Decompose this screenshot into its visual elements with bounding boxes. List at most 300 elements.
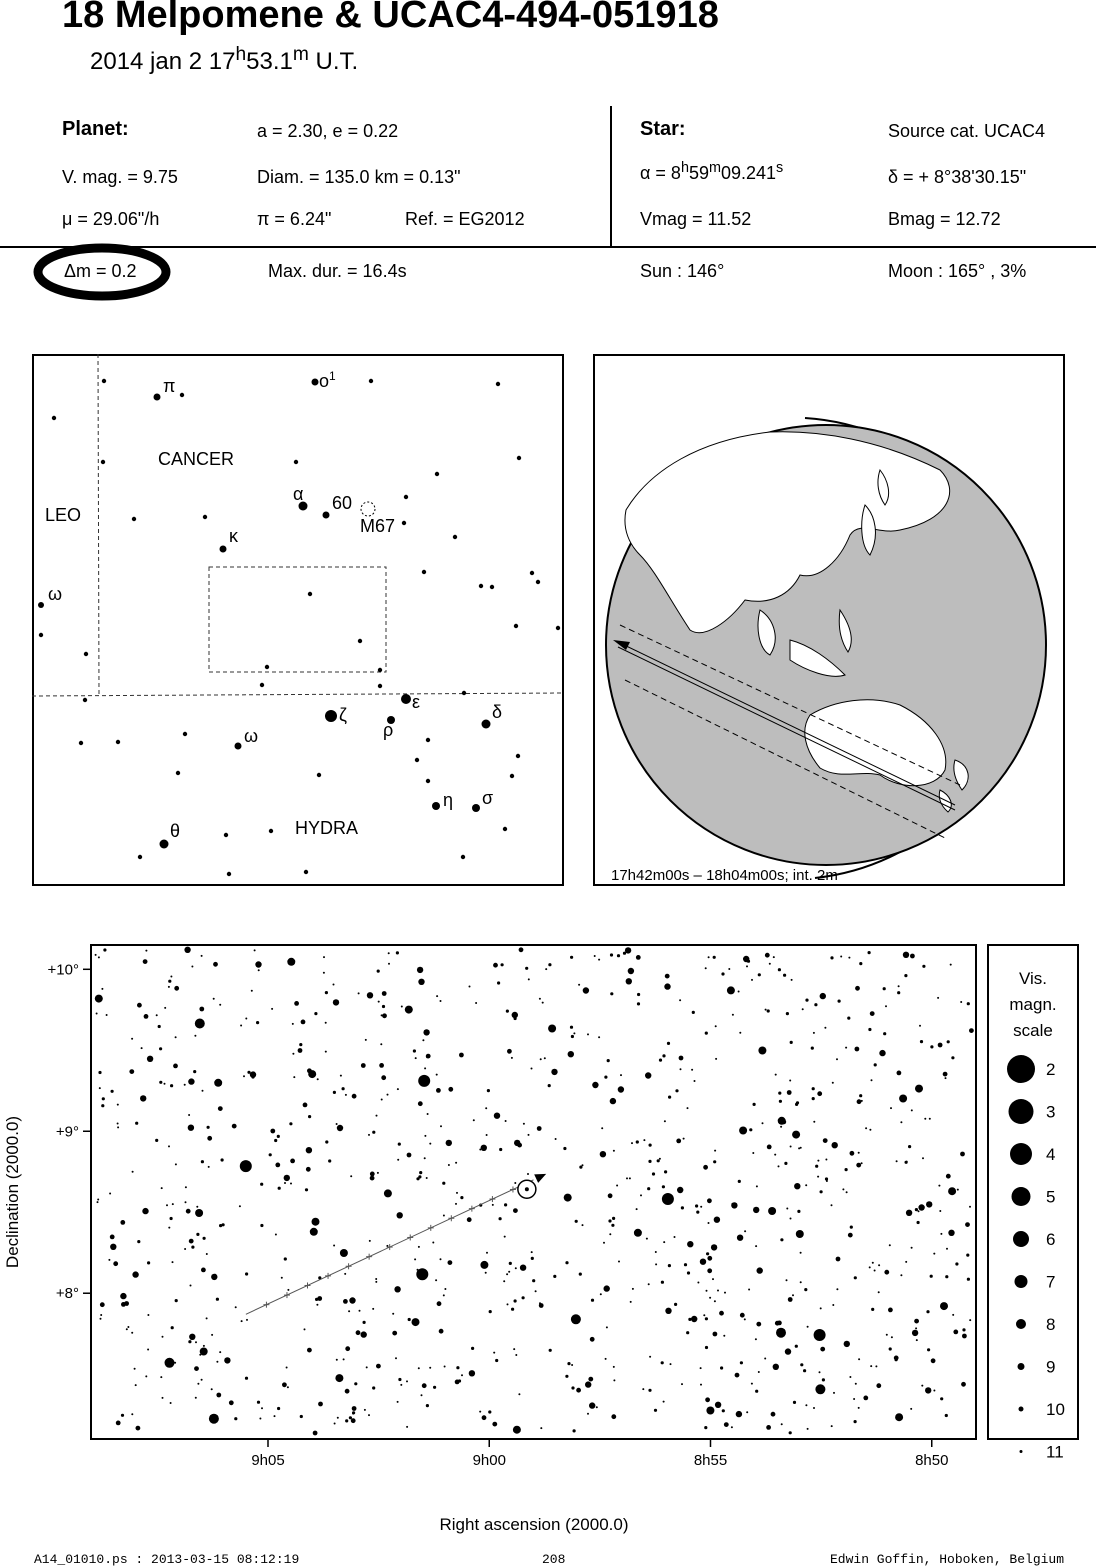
- field-star: [861, 1100, 863, 1102]
- field-star: [684, 1263, 687, 1266]
- field-star: [351, 1418, 356, 1423]
- field-star: [700, 1206, 702, 1208]
- field-star: [840, 956, 842, 958]
- field-star: [755, 1390, 758, 1393]
- field-star: [939, 1210, 941, 1212]
- field-star: [630, 1301, 632, 1303]
- field-star: [131, 1413, 133, 1415]
- field-star: [194, 1035, 196, 1037]
- field-star: [555, 1138, 557, 1140]
- field-star: [916, 1339, 918, 1341]
- field-star: [886, 1334, 888, 1336]
- field-star: [648, 1283, 650, 1285]
- field-star: [448, 1260, 453, 1265]
- field-star: [898, 985, 900, 987]
- field-star: [370, 1176, 375, 1181]
- field-star: [831, 1204, 833, 1206]
- field-star: [609, 1233, 611, 1235]
- star-label: Star:: [640, 118, 686, 140]
- field-star: [184, 947, 190, 953]
- field-star: [814, 1003, 817, 1006]
- field-star: [251, 990, 253, 992]
- field-star: [889, 1347, 892, 1350]
- field-star: [368, 1414, 370, 1416]
- field-star: [822, 1378, 825, 1381]
- field-star: [325, 991, 328, 994]
- field-star: [948, 1187, 956, 1195]
- field-star: [610, 1098, 616, 1104]
- field-star: [132, 517, 136, 521]
- field-star: [293, 1076, 295, 1078]
- field-star: [530, 571, 534, 575]
- field-star: [189, 1334, 195, 1340]
- field-star: [144, 1014, 149, 1019]
- field-star: [938, 1185, 940, 1187]
- field-star: [372, 1386, 375, 1389]
- field-star: [714, 1217, 720, 1223]
- field-star: [680, 1068, 682, 1070]
- field-star: [604, 1076, 607, 1079]
- field-star: [131, 1038, 133, 1040]
- field-star: [910, 954, 915, 959]
- field-star: [418, 1367, 420, 1369]
- field-star: [501, 963, 504, 966]
- field-star: [667, 985, 670, 988]
- field-star: [372, 1308, 374, 1310]
- field-star: [190, 1285, 192, 1287]
- field-star: [691, 1069, 693, 1071]
- field-star: [848, 1233, 853, 1238]
- field-star: [170, 976, 172, 978]
- field-star: [481, 1145, 487, 1151]
- field-star: [820, 993, 826, 999]
- field-star: [640, 1194, 642, 1196]
- field-star: [528, 1134, 530, 1136]
- field-star: [358, 639, 362, 643]
- field-star: [459, 1053, 464, 1058]
- field-star: [787, 1090, 792, 1095]
- field-star: [769, 963, 771, 965]
- field-star: [655, 1263, 657, 1265]
- delta-hya-star: [482, 720, 491, 729]
- field-star: [493, 1352, 495, 1354]
- eta-hya-star: [432, 802, 440, 810]
- field-star: [691, 1316, 697, 1322]
- field-star: [462, 691, 466, 695]
- field-star: [700, 1384, 702, 1386]
- field-star: [920, 1040, 923, 1043]
- field-star: [687, 1271, 690, 1274]
- field-star: [758, 973, 761, 976]
- field-star: [317, 1296, 322, 1301]
- field-star: [469, 1370, 475, 1376]
- field-star: [792, 1131, 800, 1139]
- field-star: [803, 1369, 806, 1372]
- field-star: [579, 1273, 582, 1276]
- field-star: [443, 1215, 445, 1217]
- field-star: [687, 1241, 693, 1247]
- field-star: [789, 1431, 792, 1434]
- field-star: [870, 1365, 872, 1367]
- field-star: [570, 956, 573, 959]
- field-star: [535, 1290, 537, 1292]
- field-star: [812, 1087, 815, 1090]
- field-star: [110, 1235, 115, 1240]
- field-star: [952, 1314, 954, 1316]
- epsilon-hya-label: ε: [412, 692, 421, 712]
- field-star: [744, 1318, 746, 1320]
- field-star: [616, 1185, 618, 1187]
- field-star: [780, 1126, 782, 1128]
- field-star: [748, 1289, 750, 1291]
- field-star: [636, 1140, 639, 1143]
- field-star: [394, 1286, 400, 1292]
- field-star: [960, 1152, 965, 1157]
- field-star: [314, 1012, 317, 1015]
- ut-label: U.T.: [308, 48, 359, 75]
- field-star: [813, 1121, 815, 1123]
- field-star: [426, 1177, 428, 1179]
- field-star: [790, 1218, 792, 1220]
- field-star: [540, 1058, 542, 1060]
- field-star: [836, 1257, 841, 1262]
- field-star: [439, 1329, 444, 1334]
- source-catalog: Source cat. UCAC4: [888, 121, 1046, 141]
- omicron1-cnc-star: [312, 379, 319, 386]
- field-star: [164, 1083, 166, 1085]
- field-star: [102, 379, 106, 383]
- field-star: [720, 1366, 723, 1369]
- rho-hya-label: ρ: [383, 720, 394, 740]
- field-star: [831, 1425, 833, 1427]
- field-star: [437, 1301, 442, 1306]
- field-star: [933, 1390, 935, 1392]
- field-star: [756, 1185, 758, 1187]
- field-star: [211, 1334, 213, 1336]
- scale-magnitude-label: 8: [1046, 1315, 1056, 1334]
- field-star: [446, 1140, 452, 1146]
- field-star: [337, 1417, 339, 1419]
- field-star: [84, 652, 88, 656]
- field-star: [950, 964, 952, 966]
- field-star: [517, 1429, 519, 1431]
- field-star: [969, 1206, 971, 1208]
- field-star: [116, 1421, 121, 1426]
- field-star: [436, 1088, 441, 1093]
- field-star: [786, 1208, 788, 1210]
- field-star: [874, 1270, 876, 1272]
- field-star: [507, 1049, 512, 1054]
- field-star: [588, 1377, 593, 1382]
- field-star: [435, 472, 439, 476]
- field-star: [940, 1397, 943, 1400]
- field-star: [740, 1313, 745, 1318]
- field-star: [871, 1079, 873, 1081]
- field-star: [514, 624, 518, 628]
- field-star: [833, 1392, 835, 1394]
- field-star: [567, 1362, 570, 1365]
- field-star: [791, 979, 793, 981]
- field-star: [938, 1043, 943, 1048]
- field-star: [830, 956, 833, 959]
- field-star: [261, 1407, 263, 1409]
- field-star: [176, 771, 180, 775]
- field-star: [336, 1123, 338, 1125]
- field-star: [722, 1409, 725, 1412]
- field-star: [585, 1381, 591, 1387]
- field-star: [275, 1163, 280, 1168]
- field-star: [662, 1185, 665, 1188]
- 60-cnc-label: 60: [332, 493, 353, 513]
- magnitude-scale-box: [988, 945, 1078, 1439]
- field-star: [564, 1194, 572, 1202]
- theta-hya-label: θ: [170, 821, 181, 841]
- field-star: [859, 962, 862, 965]
- field-star: [334, 1423, 336, 1425]
- field-star: [206, 1317, 208, 1319]
- field-star: [418, 979, 424, 985]
- field-star: [216, 1361, 218, 1363]
- field-star: [677, 1187, 683, 1193]
- field-star: [342, 1087, 345, 1090]
- field-star: [744, 1230, 746, 1232]
- field-star: [487, 1089, 490, 1092]
- field-star: [717, 1290, 719, 1292]
- field-star: [819, 1371, 821, 1373]
- field-star: [921, 1385, 923, 1387]
- field-star: [709, 1297, 711, 1299]
- field-star: [422, 1383, 427, 1388]
- field-star: [537, 1126, 542, 1131]
- field-star: [366, 1366, 368, 1368]
- scale-title-line: scale: [1013, 1021, 1053, 1040]
- field-star: [778, 1165, 780, 1167]
- field-star: [746, 1411, 748, 1413]
- field-star: [479, 584, 483, 588]
- omega-leo-label: ω: [48, 584, 63, 604]
- field-star: [700, 1367, 702, 1369]
- field-star: [940, 1302, 948, 1310]
- field-star: [456, 1192, 458, 1194]
- field-star: [448, 1164, 450, 1166]
- field-star: [195, 1209, 203, 1217]
- field-star: [786, 1012, 789, 1015]
- field-star: [140, 1095, 146, 1101]
- target-star: [525, 1187, 529, 1191]
- field-star: [426, 779, 430, 783]
- field-star: [756, 1322, 761, 1327]
- field-star: [126, 1328, 128, 1330]
- field-star: [661, 1361, 664, 1364]
- field-star: [284, 1182, 286, 1184]
- field-star: [948, 1230, 954, 1236]
- field-star: [594, 955, 596, 957]
- field-star: [294, 460, 298, 464]
- scale-dot: [1015, 1275, 1028, 1288]
- field-star: [333, 1091, 336, 1094]
- field-star: [688, 1318, 691, 1321]
- field-star: [637, 1002, 640, 1005]
- zeta-hya-label: ζ: [339, 705, 347, 725]
- field-star: [492, 1422, 497, 1427]
- field-star: [193, 1070, 196, 1073]
- field-star: [147, 1314, 149, 1316]
- field-star: [800, 1363, 803, 1366]
- field-star: [52, 416, 56, 420]
- field-star: [277, 1135, 280, 1138]
- field-star: [211, 1388, 213, 1390]
- field-star: [300, 1415, 303, 1418]
- field-star: [807, 1428, 809, 1430]
- field-star: [444, 1366, 446, 1368]
- epsilon-hya-star: [401, 694, 411, 704]
- field-star: [955, 1262, 958, 1265]
- field-star: [696, 1211, 699, 1214]
- field-star: [904, 974, 907, 977]
- field-star: [100, 1314, 102, 1316]
- planet-parallax: π = 6.24": [257, 209, 332, 229]
- field-star: [164, 1007, 166, 1009]
- field-star: [427, 1113, 429, 1115]
- field-star: [195, 1019, 205, 1029]
- field-star: [188, 1114, 190, 1116]
- field-star: [711, 1244, 717, 1250]
- field-star: [101, 1104, 104, 1107]
- field-star: [232, 1124, 237, 1129]
- field-star: [79, 741, 83, 745]
- field-star: [308, 1115, 311, 1118]
- field-star: [668, 1096, 671, 1099]
- x-tick-label: 8h50: [915, 1452, 949, 1469]
- field-star: [933, 1253, 935, 1255]
- field-star: [243, 1075, 245, 1077]
- field-star: [914, 1319, 919, 1324]
- x-tick-label: 9h05: [251, 1452, 285, 1469]
- field-star: [415, 758, 419, 762]
- field-star: [675, 1089, 678, 1092]
- field-star: [224, 1357, 230, 1363]
- field-star: [764, 1358, 766, 1360]
- field-star: [497, 981, 500, 984]
- field-star: [739, 1032, 741, 1034]
- field-star: [708, 1222, 710, 1224]
- field-star: [287, 1289, 289, 1291]
- field-star: [516, 754, 520, 758]
- field-star: [874, 1063, 877, 1066]
- field-star: [282, 1382, 287, 1387]
- field-star: [83, 698, 87, 702]
- field-star: [507, 1303, 509, 1305]
- scale-magnitude-label: 2: [1046, 1060, 1056, 1079]
- field-star: [258, 969, 260, 971]
- field-star: [245, 1272, 248, 1275]
- field-star: [570, 1026, 573, 1029]
- field-star: [513, 1208, 518, 1213]
- field-star: [337, 1125, 343, 1131]
- field-star: [294, 1001, 299, 1006]
- field-star: [706, 1252, 709, 1255]
- field-star: [780, 1238, 783, 1241]
- field-star: [317, 1078, 319, 1080]
- field-star: [686, 1331, 689, 1334]
- field-star: [256, 1021, 259, 1024]
- field-star: [191, 1246, 194, 1249]
- field-star: [208, 1166, 210, 1168]
- field-star: [323, 956, 325, 958]
- field-star: [323, 972, 325, 974]
- y-tick-label: +9°: [55, 1123, 79, 1141]
- field-star: [284, 1175, 290, 1181]
- constellation-leo: LEO: [45, 505, 82, 525]
- field-star: [142, 1208, 148, 1214]
- field-star: [890, 1107, 892, 1109]
- field-star: [617, 954, 620, 957]
- field-star: [662, 1193, 674, 1205]
- field-star: [188, 1340, 191, 1343]
- field-star: [712, 1278, 714, 1280]
- field-star: [724, 1292, 726, 1294]
- field-star: [817, 1176, 819, 1178]
- field-star: [286, 1367, 288, 1369]
- field-star: [573, 1032, 575, 1034]
- magnitude-drop: Δm = 0.2: [64, 261, 137, 281]
- field-star: [631, 1142, 633, 1144]
- field-star: [492, 1204, 494, 1206]
- field-star: [812, 1097, 815, 1100]
- field-star: [292, 1023, 294, 1025]
- field-star: [758, 1047, 766, 1055]
- field-star: [432, 1242, 434, 1244]
- field-star: [608, 1193, 613, 1198]
- field-star: [308, 1070, 316, 1078]
- field-star: [753, 1207, 759, 1213]
- field-star: [911, 1247, 913, 1249]
- field-star: [189, 1239, 194, 1244]
- field-star: [147, 1261, 150, 1264]
- field-star: [642, 1388, 644, 1390]
- field-star: [659, 1158, 661, 1160]
- field-star: [137, 1240, 140, 1243]
- field-star: [275, 1234, 277, 1236]
- field-star: [175, 1299, 178, 1302]
- field-star: [945, 1275, 948, 1278]
- field-star: [545, 968, 547, 970]
- field-star: [918, 1210, 920, 1212]
- field-star: [869, 1129, 871, 1131]
- field-star: [967, 1278, 970, 1281]
- field-star: [180, 393, 184, 397]
- field-star: [731, 1426, 733, 1428]
- field-star: [601, 1127, 603, 1129]
- field-star: [499, 1217, 502, 1220]
- magnitude-drop-highlight: [38, 248, 166, 296]
- field-star: [358, 992, 360, 994]
- field-star: [156, 1014, 158, 1016]
- field-star: [706, 1407, 714, 1415]
- field-star: [401, 1006, 403, 1008]
- field-star: [544, 1057, 546, 1059]
- field-star: [790, 1041, 793, 1044]
- field-star: [480, 1261, 488, 1269]
- field-star: [820, 1307, 822, 1309]
- field-star: [536, 580, 540, 584]
- field-star: [196, 1233, 199, 1236]
- field-star: [421, 1394, 423, 1396]
- field-star: [845, 1047, 847, 1049]
- field-star: [422, 1039, 424, 1041]
- field-star: [349, 1416, 352, 1419]
- field-star: [605, 1358, 607, 1360]
